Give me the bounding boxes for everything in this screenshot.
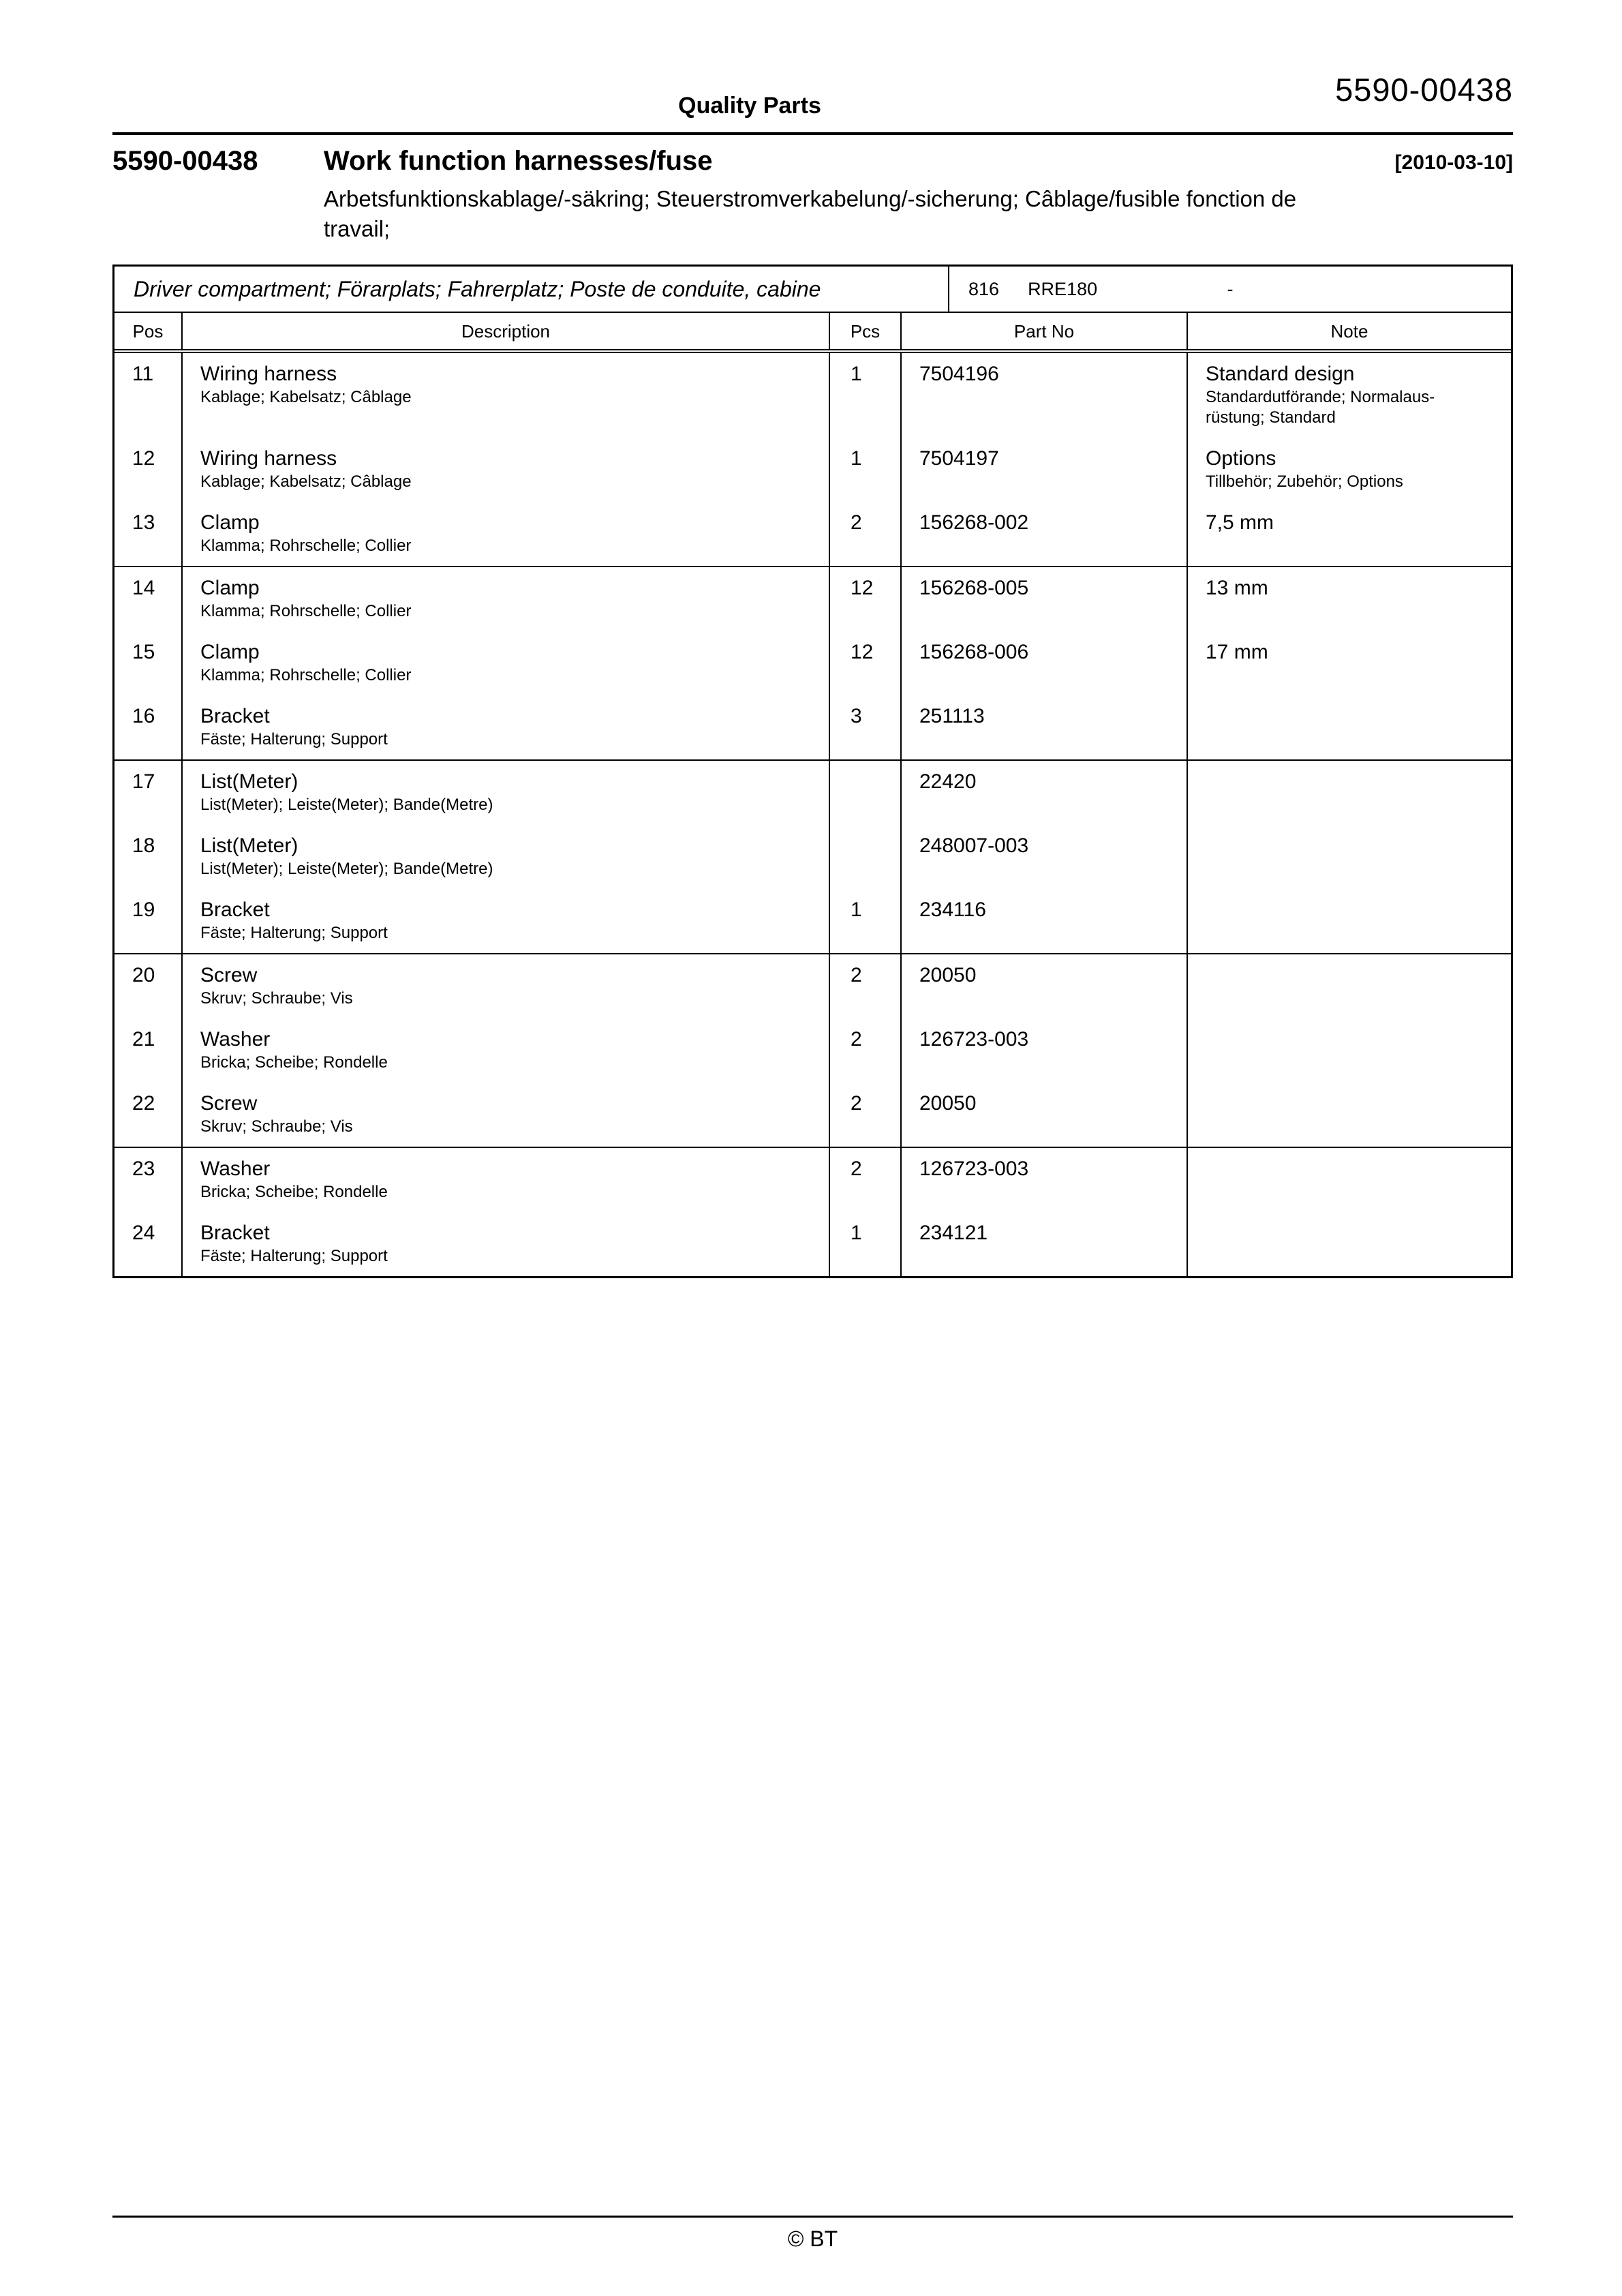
row-description-sub: Bricka; Scheibe; Rondelle [200, 1053, 388, 1072]
row-description: Washer [200, 1158, 271, 1180]
row-pcs: 1 [830, 438, 902, 502]
table-row [114, 889, 1511, 953]
row-part-no: 7504197 [902, 438, 1188, 502]
row-note: 13 mm [1206, 577, 1268, 599]
row-pos: 15 [114, 631, 183, 695]
row-part-no: 156268-002 [902, 502, 1188, 566]
row-note-cell [1188, 1212, 1511, 1276]
row-note-cell [1188, 1083, 1511, 1147]
row-note-cell [1188, 825, 1511, 889]
row-part-no: 126723-003 [902, 1148, 1188, 1212]
row-note-cell [1188, 954, 1511, 1018]
row-description: Bracket [200, 1222, 270, 1244]
subtitle-line: Arbetsfunktionskablage/-säkring; Steuerstromverkabelung/-sicherung; Câblage/fusible fonction de [324, 186, 1297, 211]
column-header-pcs: Pcs [830, 313, 902, 349]
row-description: Wiring harness [200, 447, 337, 470]
row-pos: 24 [114, 1212, 183, 1276]
row-description-cell [183, 1148, 830, 1212]
section-code: 816 [968, 278, 1000, 299]
row-description-cell [183, 631, 830, 695]
row-group [114, 353, 1511, 567]
page-title: Work function harnesses/fuse [324, 146, 713, 176]
table-row [114, 567, 1511, 631]
table-row [114, 825, 1511, 889]
row-description-cell [183, 1212, 830, 1276]
row-pos: 20 [114, 954, 183, 1018]
row-pcs: 2 [830, 1083, 902, 1147]
row-description: Washer [200, 1028, 271, 1051]
row-description: Clamp [200, 641, 260, 663]
row-pos: 11 [114, 353, 183, 438]
row-pos: 21 [114, 1018, 183, 1083]
row-note: Standard design [1206, 363, 1355, 385]
row-note: 7,5 mm [1206, 511, 1274, 534]
row-part-no: 20050 [902, 1083, 1188, 1147]
table-row [114, 502, 1511, 566]
row-pos: 12 [114, 438, 183, 502]
table-row [114, 1148, 1511, 1212]
row-note-cell [1188, 695, 1511, 759]
row-note: Options [1206, 447, 1276, 470]
row-description-cell [183, 353, 830, 438]
row-part-no: 251113 [902, 695, 1188, 759]
row-note-cell [1188, 353, 1511, 438]
row-part-no: 234121 [902, 1212, 1188, 1276]
column-header-description: Description [183, 313, 830, 349]
row-description: Screw [200, 964, 258, 986]
doc-number: 5590-00438 [112, 146, 258, 176]
brand-title: Quality Parts [678, 93, 821, 119]
footer-divider [112, 2216, 1513, 2218]
row-description-cell [183, 567, 830, 631]
row-part-no: 7504196 [902, 353, 1188, 438]
section-variant: - [1227, 278, 1234, 299]
row-description: Clamp [200, 577, 260, 599]
row-note-cell [1188, 631, 1511, 695]
column-header-note: Note [1330, 321, 1368, 342]
row-description-sub: Kablage; Kabelsatz; Câblage [200, 472, 412, 491]
row-pos: 22 [114, 1083, 183, 1147]
row-group [114, 1148, 1511, 1276]
row-part-no: 234116 [902, 889, 1188, 953]
row-note-cell [1188, 567, 1511, 631]
row-description-cell [183, 954, 830, 1018]
table-column-headers [114, 313, 1511, 353]
row-description-cell [183, 889, 830, 953]
row-group [114, 761, 1511, 954]
revision-date: [2010-03-10] [1394, 151, 1513, 174]
row-part-no: 156268-006 [902, 631, 1188, 695]
row-description-sub: Fäste; Halterung; Support [200, 1247, 388, 1265]
table-row [114, 1083, 1511, 1147]
row-description-sub: Skruv; Schraube; Vis [200, 1117, 353, 1136]
row-note-sub: rüstung; Standard [1206, 408, 1336, 427]
table-row [114, 761, 1511, 825]
row-pos: 14 [114, 567, 183, 631]
row-pos: 23 [114, 1148, 183, 1212]
subtitle-line: travail; [324, 216, 391, 241]
row-note-sub: Tillbehör; Zubehör; Options [1206, 472, 1403, 491]
row-note-cell [1188, 502, 1511, 566]
column-header-pos: Pos [114, 313, 183, 349]
row-description: List(Meter) [200, 770, 299, 793]
title-block [112, 146, 1513, 244]
row-description-cell [183, 825, 830, 889]
row-description-cell [183, 438, 830, 502]
row-description-sub: List(Meter); Leiste(Meter); Bande(Metre) [200, 796, 493, 814]
row-part-no: 156268-005 [902, 567, 1188, 631]
row-description-cell [183, 502, 830, 566]
row-pcs: 1 [830, 889, 902, 953]
header-divider [112, 132, 1513, 135]
row-note-cell [1188, 1148, 1511, 1212]
row-pcs: 12 [830, 567, 902, 631]
section-title: Driver compartment; Förarplats; Fahrerplatz; Poste de conduite, cabine [114, 267, 949, 312]
row-pcs: 1 [830, 353, 902, 438]
row-note-cell [1188, 761, 1511, 825]
row-part-no: 22420 [902, 761, 1188, 825]
row-pos: 19 [114, 889, 183, 953]
page-header [112, 61, 1513, 130]
row-pcs: 2 [830, 502, 902, 566]
table-row [114, 353, 1511, 438]
table-section-header [114, 267, 1511, 313]
row-description-sub: Klamma; Rohrschelle; Collier [200, 666, 412, 684]
row-description: Bracket [200, 705, 270, 727]
row-description: Bracket [200, 898, 270, 921]
table-row [114, 1212, 1511, 1276]
table-row [114, 1018, 1511, 1083]
doc-number-header: 5590-00438 [1335, 72, 1513, 108]
row-description-sub: Skruv; Schraube; Vis [200, 989, 353, 1008]
row-description-sub: Fäste; Halterung; Support [200, 730, 388, 749]
row-description: List(Meter) [200, 834, 299, 857]
row-note-cell [1188, 1018, 1511, 1083]
row-description-sub: Kablage; Kabelsatz; Câblage [200, 388, 412, 406]
row-description-sub: List(Meter); Leiste(Meter); Bande(Metre) [200, 860, 493, 878]
title-line [112, 146, 1513, 183]
row-description-cell [183, 1083, 830, 1147]
row-note: 17 mm [1206, 641, 1268, 663]
row-pcs: 2 [830, 954, 902, 1018]
section-model: RRE180 [1028, 278, 1098, 299]
row-description-cell [183, 695, 830, 759]
row-pcs: 2 [830, 1018, 902, 1083]
row-note-cell [1188, 438, 1511, 502]
row-pcs: 1 [830, 1212, 902, 1276]
row-description-sub: Bricka; Scheibe; Rondelle [200, 1183, 388, 1201]
row-description: Screw [200, 1092, 258, 1115]
table-row [114, 438, 1511, 502]
row-description: Wiring harness [200, 363, 337, 385]
row-description: Clamp [200, 511, 260, 534]
row-description-sub: Fäste; Halterung; Support [200, 924, 388, 942]
row-part-no: 20050 [902, 954, 1188, 1018]
table-row [114, 631, 1511, 695]
column-header-part-no: Part No [902, 313, 1188, 349]
row-description-sub: Klamma; Rohrschelle; Collier [200, 537, 412, 555]
row-note-cell [1188, 889, 1511, 953]
row-part-no: 248007-003 [902, 825, 1188, 889]
row-pcs: 3 [830, 695, 902, 759]
row-group [114, 567, 1511, 761]
table-body [114, 353, 1511, 1276]
row-pcs: 12 [830, 631, 902, 695]
parts-table [112, 265, 1513, 1278]
row-note-sub: Standardutförande; Normalaus- [1206, 388, 1435, 406]
row-description-cell [183, 761, 830, 825]
section-meta [949, 267, 1511, 312]
row-pos: 13 [114, 502, 183, 566]
row-pcs: 2 [830, 1148, 902, 1212]
row-pcs [830, 825, 902, 889]
page-subtitle [112, 183, 1513, 244]
row-group [114, 954, 1511, 1148]
table-row [114, 954, 1511, 1018]
row-pos: 16 [114, 695, 183, 759]
row-description-sub: Klamma; Rohrschelle; Collier [200, 602, 412, 620]
table-row [114, 695, 1511, 759]
row-pos: 18 [114, 825, 183, 889]
row-pos: 17 [114, 761, 183, 825]
row-part-no: 126723-003 [902, 1018, 1188, 1083]
row-description-cell [183, 1018, 830, 1083]
row-pcs [830, 761, 902, 825]
footer-copyright: © BT [787, 2226, 838, 2251]
